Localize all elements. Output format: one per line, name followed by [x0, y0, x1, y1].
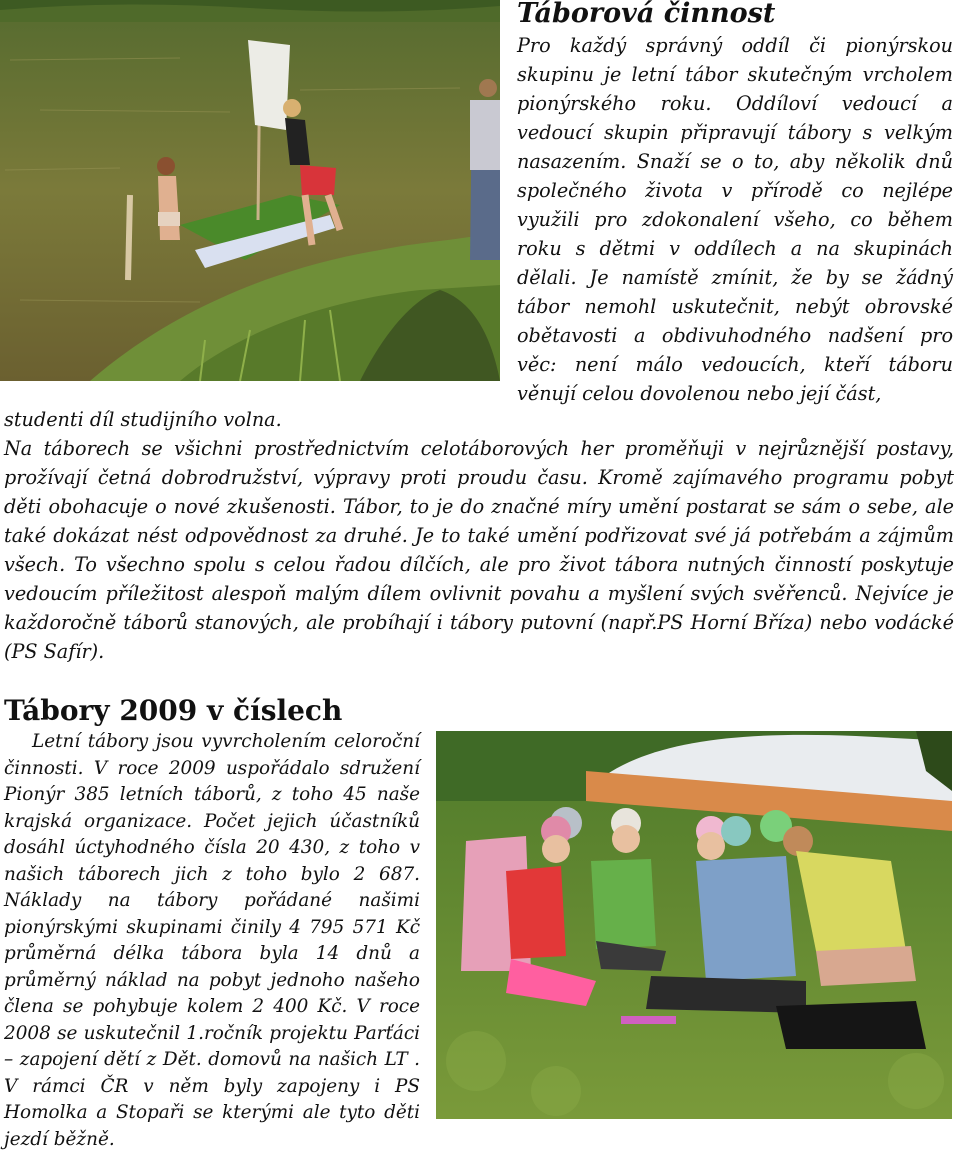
paragraph-camp-games: Na táborech se všichni prostřednictvím celotáborových her proměňuji v nejrůznější postavy, prožívají četná dobrodružství, výpravy proti proudu času. Kromě zajímavého programu pobyt děti obohacuje o nové zkušenosti. Tábor, to je do značné míry umění postarat se sám o sebe, ale také dokázat nést odpovědnost za druhé. Je to také umění podřizovat své já potřebám a zájmům všech. To všechno spolu s celou řadou dílčích, ale pro život tábora nutných činností poskytuje vedoucím příležitost alespoň malým dílem ovlivnit povahu a myšlení svých svěřenců. Nejvíce je každoročně táborů stanových, ale probíhají i tábory putovní (např.PS Horní Bříza) nebo vodácké (PS Safír).: [4, 437, 954, 663]
river-raft-illustration: [0, 0, 500, 381]
section-title-camp-activity: Táborová činnost: [517, 0, 776, 29]
section-title-camps-2009: Tábory 2009 v číslech: [4, 694, 343, 727]
camp-girls-illustration: [436, 731, 952, 1119]
paragraph-camp-intro: Pro každý správný oddíl či pionýrskou skupinu je letní tábor skutečným vrcholem pionýrského roku. Oddíloví vedoucí a vedoucí skupin připravují tábory s velkým nasazením. Snaží se o to, aby několik dnů společného života v přírodě co nejlépe využili pro zdokonalení všeho, co během roku s dětmi v oddílech a na skupinách dělali. Je namístě zmínit, že by se žádný tábor nemohl uskutečnit, nebýt obrovské obětavosti a obdivuhodného nadšení pro věc: není málo vedoucích, kteří táboru věnují celou dovolenou nebo její část,: [517, 34, 953, 405]
paragraph-camp-intro-end: studenti díl studijního volna.: [4, 408, 282, 431]
paragraph-camps-2009-text: Letní tábory jsou vyvrcholením celoroční činnosti. V roce 2009 uspořádalo sdružení Pionýr 385 letních táborů, z toho 45 naše krajská organizace. Počet jejich účastníků dosáhl úctyhodného čísla 20 430, z toho v našich táborech jich z toho bylo 2 687. Náklady na tábory pořádané našimi pionýrskými skupinami činily 4 795 571 Kč průměrná délka tábora byla 14 dnů a průměrný náklad na pobyt jednoho našeho člena se pohybuje kolem 2 400 Kč. V roce 2008 se uskutečnil 1.ročník projektu Parťáci – zapojení dětí z Dět. domovů na našich LT . V rámci ČR v něm byly zapojeny i PS Homolka a Stopaři se kterými ale tyto děti jezdí běžně.: [4, 731, 420, 1150]
photo-camp-girls: [436, 731, 952, 1119]
paragraph-camps-2009-numbers: [4, 729, 420, 1153]
photo-river-raft: [0, 0, 500, 381]
